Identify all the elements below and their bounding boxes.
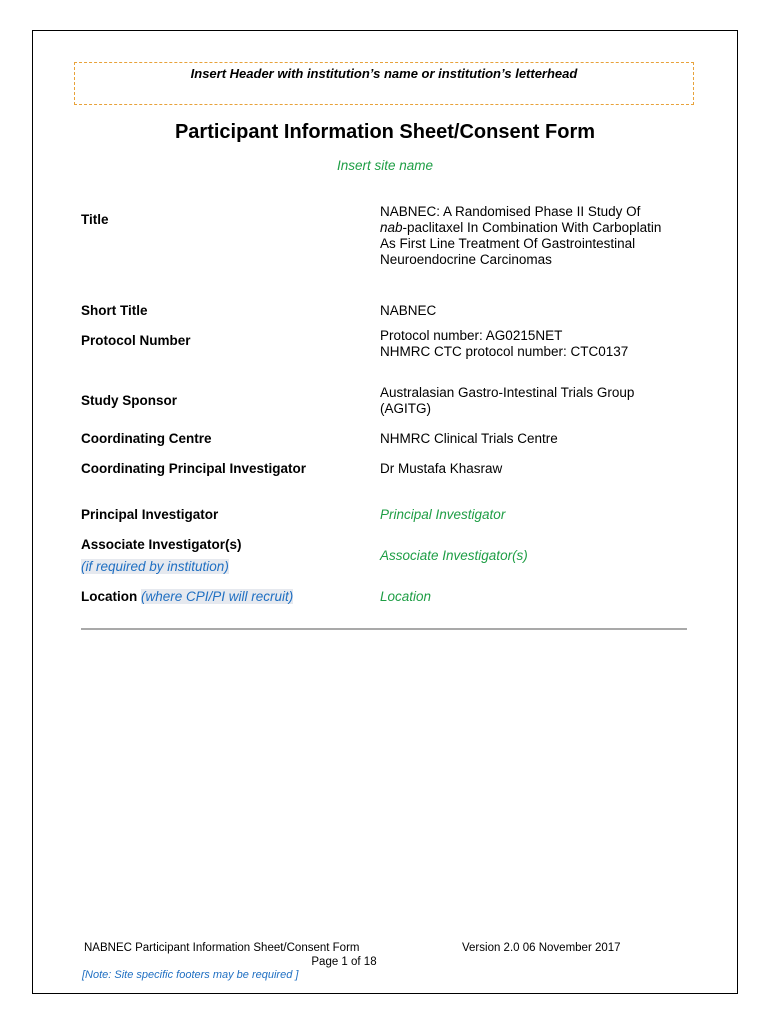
title-value-rest: -paclitaxel In Combination With Carboplatin	[402, 220, 662, 235]
associate-investigators-note-wrap	[81, 559, 229, 574]
study-sponsor-line: Australasian Gastro-Intestinal Trials Group	[380, 385, 635, 400]
study-sponsor-line: (AGITG)	[380, 401, 431, 416]
coordinating-centre-label: Coordinating Centre	[81, 431, 212, 446]
protocol-number-value	[380, 328, 710, 360]
protocol-number-line: Protocol number: AG0215NET	[380, 328, 563, 343]
study-sponsor-value	[380, 385, 710, 417]
title-value-italic: nab	[380, 220, 403, 235]
short-title-label: Short Title	[81, 303, 148, 318]
site-name-placeholder: Insert site name	[336, 158, 434, 173]
associate-investigators-note: (if required by institution)	[81, 559, 229, 574]
coordinating-pi-value: Dr Mustafa Khasraw	[380, 461, 503, 476]
header-placeholder-text: Insert Header with institution’s name or institution’s letterhead	[190, 66, 578, 81]
location-value: Location	[380, 589, 432, 604]
principal-investigator-value: Principal Investigator	[380, 507, 506, 522]
coordinating-centre-value: NHMRC Clinical Trials Centre	[380, 431, 558, 446]
page-title: Participant Information Sheet/Consent Form	[174, 121, 596, 143]
footer-page-number: Page 1 of 18	[311, 956, 377, 968]
title-value-line: Neuroendocrine Carcinomas	[380, 252, 552, 267]
protocol-number-line: NHMRC CTC protocol number: CTC0137	[380, 344, 629, 359]
footer-note: [Note: Site specific footers may be required ]	[82, 969, 299, 981]
title-value-line: NABNEC: A Randomised Phase II Study Of	[380, 204, 641, 219]
section-divider	[81, 628, 687, 630]
title-value-line: As First Line Treatment Of Gastrointestinal	[380, 236, 636, 251]
location-note: (where CPI/PI will recruit)	[141, 589, 294, 604]
coordinating-pi-label: Coordinating Principal Investigator	[81, 461, 307, 476]
title-label: Title	[81, 212, 109, 227]
associate-investigators-label: Associate Investigator(s)	[81, 537, 242, 552]
protocol-number-label: Protocol Number	[81, 333, 191, 348]
footer-version: Version 2.0 06 November 2017	[462, 942, 621, 954]
header-placeholder-box	[74, 62, 694, 105]
study-sponsor-label: Study Sponsor	[81, 393, 178, 408]
location-label: Location	[81, 589, 138, 604]
associate-investigators-value: Associate Investigator(s)	[380, 548, 528, 563]
location-label-row	[81, 589, 293, 604]
principal-investigator-label: Principal Investigator	[81, 507, 219, 522]
short-title-value: NABNEC	[380, 303, 437, 318]
footer-document-name: NABNEC Participant Information Sheet/Consent Form	[84, 942, 360, 954]
title-value-line	[380, 220, 710, 236]
title-value	[380, 204, 710, 268]
